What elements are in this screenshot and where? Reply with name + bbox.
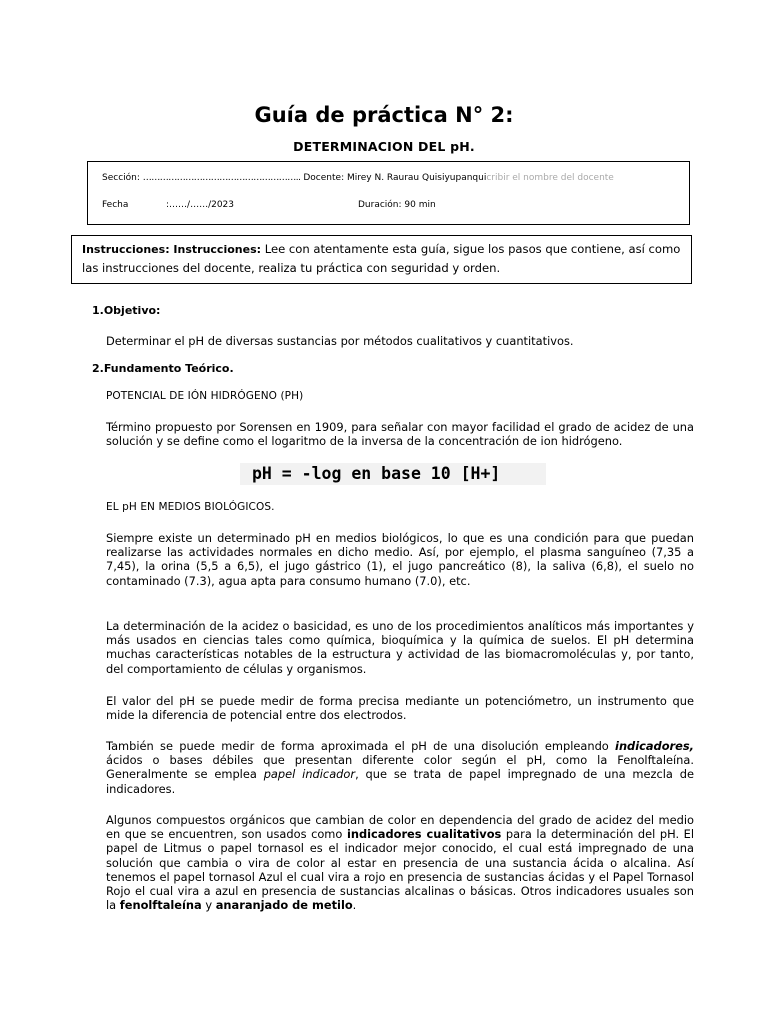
para6-fenolftaleina: fenolftaleína <box>119 898 202 913</box>
docente-placeholder: cribir el nombre del docente <box>486 173 614 183</box>
para6-text-g: . <box>352 898 357 913</box>
para6-text-e: y <box>205 898 213 913</box>
duracion-label: Duración: <box>358 200 402 210</box>
para6-text-c: para la determinación del pH. El papel de Litmus o papel tornasol es el indicador mejor conocido, el cual está impregnado de una solución que cambia o vira de color al estar en presencia de una sustancia ácida o alcalina. Así tenemos el papel tornasol Azul el cual vira a rojo en presencia de sustancias ácidas y el Papel Tornasol Rojo el cual vira a azul en presencia de sustancias alcalinas o básicas. Otros indicadores usuales son la <box>106 827 695 913</box>
para6-text-a: Algunos compuestos orgánicos que cambian de color en dependencia del grado de acidez del medio en que se encuentren, son usados como <box>106 813 694 842</box>
ph-formula: pH = -log en base 10 [H+] <box>240 463 546 485</box>
objetivo-text: Determinar el pH de diversas sustancias por métodos cualitativos y cuantitativos. <box>106 334 574 348</box>
info-row-fecha <box>102 200 502 210</box>
fecha-label: Fecha <box>102 200 129 210</box>
para5-text-c: ácidos o bases débiles que presentan diferente color según el pH, como la Fenolftaleína. Generalmente se emplea <box>106 753 694 782</box>
info-box <box>87 161 690 225</box>
info-row-seccion <box>102 173 614 183</box>
page-title: Guía de práctica N° 2: <box>254 103 514 127</box>
section-fundamento-heading: 2.Fundamento Teórico. <box>92 362 234 375</box>
para5-indicadores: indicadores, <box>615 739 694 753</box>
para-indicadores <box>106 739 694 796</box>
para-potenciometro: El valor del pH se puede medir de forma precisa mediante un potenciómetro, un instrumento que mide la diferencia de potencial entre dos electrodos. <box>106 694 694 723</box>
instructions-box <box>71 235 692 284</box>
subhead-potencial: POTENCIAL DE IÓN HIDRÓGENO (PH) <box>106 390 304 402</box>
para-compuestos <box>106 813 694 912</box>
para5-text-e: , que se trata de papel impregnado de una mezcla de indicadores. <box>106 767 694 796</box>
seccion-dots: ……………………………………………….. <box>142 173 301 183</box>
para5-papel-indicador: papel indicador <box>263 767 356 782</box>
duracion-group <box>358 200 436 210</box>
para6-indicadores-cualitativos: indicadores cualitativos <box>346 827 502 842</box>
para5-text-a: También se puede medir de forma aproximada el pH de una disolución empleando <box>106 739 609 753</box>
section-objetivo-heading: 1.Objetivo: <box>92 304 161 317</box>
duracion-value: 90 min <box>404 200 436 210</box>
para-acidez: La determinación de la acidez o basicidad, es uno de los procedimientos analíticos más importantes y más usados en ciencias tales como química, bioquímica y la química de suelos. El pH determina muchas características notables de la estructura y actividad de las biomacromoléculas y, por tanto, del comportamiento de células y organismos. <box>106 619 694 676</box>
page-subtitle: DETERMINACION DEL pH. <box>293 139 475 154</box>
subhead-medios-biologicos: EL pH EN MEDIOS BIOLÓGICOS. <box>106 501 275 513</box>
para-medios: Siempre existe un determinado pH en medios biológicos, lo que es una condición para que puedan realizarse las actividades normales en dicho medio. Así, por ejemplo, el plasma sanguíneo (7,35 a 7,45), la orina (5,5 a 6,5), el jugo gástrico (1), el jugo pancreático (8), la saliva (6,8), el suelo no contaminado (7.3), agua apta para consumo humano (7.0), etc. <box>106 531 694 588</box>
para6-anaranjado: anaranjado de metilo <box>215 898 353 913</box>
para-sorensen: Término propuesto por Sorensen en 1909, para señalar con mayor facilidad el grado de acidez de una solución y se define como el logaritmo de la inversa de la concentración de ion hidrógeno. <box>106 420 694 449</box>
instructions-text: Lee con atentamente esta guía, sigue los pasos que contiene, así como las instrucciones del docente, realiza tu práctica con seguridad y orden. <box>82 242 681 275</box>
seccion-label: Sección: <box>102 173 140 183</box>
docente-label: Docente: <box>303 173 345 183</box>
instructions-label: Instrucciones: Instrucciones: <box>82 243 262 256</box>
docente-value: Mirey N. Raurau Quisiyupanqui <box>346 173 487 183</box>
fecha-value: :……/……/2023 <box>166 200 235 210</box>
